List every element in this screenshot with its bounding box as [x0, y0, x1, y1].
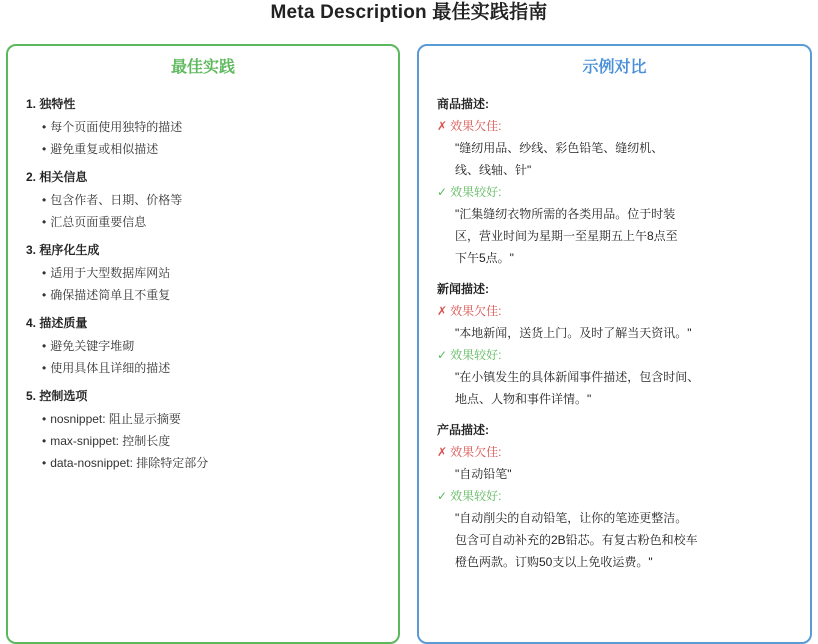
bullet-icon: •: [42, 434, 47, 448]
good-example-text: [455, 507, 725, 573]
quote-line: 橙色两款。订购50支以上免收运费。": [455, 555, 653, 569]
best-practices-panel: [6, 44, 400, 644]
practice-point-text: 适用于大型数据库网站: [50, 266, 171, 280]
practice-section-title: 1. 独特性: [26, 97, 76, 111]
example-title: 新闻描述:: [437, 282, 489, 296]
page-title: Meta Description 最佳实践指南: [270, 2, 548, 23]
quote-line: 下午5点。": [455, 251, 514, 265]
bad-verdict-label: 效果欠佳:: [450, 445, 502, 459]
good-verdict: [437, 348, 800, 362]
good-verdict: [437, 185, 800, 199]
practice-section: [26, 389, 388, 470]
bullet-icon: •: [42, 215, 47, 229]
practice-section-title: 3. 程序化生成: [26, 243, 100, 257]
practice-point-text: data-nosnippet: 排除特定部分: [50, 456, 209, 470]
practice-point-text: 使用具体且详细的描述: [50, 361, 171, 375]
practice-section: [26, 316, 388, 375]
bad-verdict: [437, 445, 800, 459]
practice-point: [42, 412, 388, 426]
example-title: 产品描述:: [437, 423, 489, 437]
bullet-icon: •: [42, 142, 47, 156]
practice-point: [42, 288, 388, 302]
examples-heading: 示例对比: [582, 59, 647, 76]
bullet-icon: •: [42, 120, 47, 134]
quote-line: "自动铅笔": [455, 467, 512, 481]
practice-point: [42, 456, 388, 470]
examples-panel: [417, 44, 812, 644]
practice-section: [26, 170, 388, 229]
quote-line: 包含可自动补充的2B铅芯。有复古粉色和校车: [455, 533, 698, 547]
bad-example-text: [455, 322, 725, 344]
practice-point-text: 避免重复或相似描述: [50, 142, 159, 156]
bullet-icon: •: [42, 193, 47, 207]
practice-point: [42, 120, 388, 134]
practice-point: [42, 142, 388, 156]
practice-point-text: nosnippet: 阻止显示摘要: [50, 412, 181, 426]
bad-example-text: [455, 463, 725, 485]
example-group: [437, 423, 800, 573]
practice-point: [42, 215, 388, 229]
cross-icon: ✗: [437, 119, 448, 133]
bad-verdict-label: 效果欠佳:: [450, 304, 502, 318]
practice-point-text: 确保描述简单且不重复: [50, 288, 171, 302]
quote-line: 区，营业时间为星期一至星期五上午8点至: [455, 229, 678, 243]
cross-icon: ✗: [437, 445, 448, 459]
check-icon: ✓: [437, 185, 448, 199]
quote-line: "自动削尖的自动铅笔，让你的笔迹更整洁。: [455, 511, 688, 525]
practice-point: [42, 434, 388, 448]
practice-section-title: 2. 相关信息: [26, 170, 88, 184]
bad-verdict-label: 效果欠佳:: [450, 119, 502, 133]
practice-point: [42, 361, 388, 375]
example-title: 商品描述:: [437, 97, 489, 111]
practice-point: [42, 193, 388, 207]
check-icon: ✓: [437, 489, 448, 503]
best-practices-heading: 最佳实践: [170, 59, 235, 76]
quote-line: 线、线轴、针": [455, 163, 532, 177]
check-icon: ✓: [437, 348, 448, 362]
good-verdict-label: 效果较好:: [450, 489, 502, 503]
quote-line: "本地新闻，送货上门。及时了解当天资讯。": [455, 326, 692, 340]
practice-section-title: 5. 控制选项: [26, 389, 88, 403]
best-practices-list: [26, 97, 388, 484]
bullet-icon: •: [42, 412, 47, 426]
example-group: [437, 97, 800, 269]
cross-icon: ✗: [437, 304, 448, 318]
good-verdict-label: 效果较好:: [450, 185, 502, 199]
bad-verdict: [437, 304, 800, 318]
practice-point-text: 避免关键字堆砌: [50, 339, 135, 353]
bad-verdict: [437, 119, 800, 133]
quote-line: "汇集缝纫衣物所需的各类用品。位于时装: [455, 207, 676, 221]
practice-point-text: 包含作者、日期、价格等: [50, 193, 183, 207]
good-verdict: [437, 489, 800, 503]
practice-section: [26, 97, 388, 156]
practice-section-title: 4. 描述质量: [26, 316, 88, 330]
good-verdict-label: 效果较好:: [450, 348, 502, 362]
bullet-icon: •: [42, 339, 47, 353]
good-example-text: [455, 203, 725, 269]
quote-line: "在小镇发生的具体新闻事件描述，包含时间、: [455, 370, 700, 384]
example-group: [437, 282, 800, 410]
bad-example-text: [455, 137, 725, 181]
bullet-icon: •: [42, 456, 47, 470]
bullet-icon: •: [42, 361, 47, 375]
practice-section: [26, 243, 388, 302]
examples-list: [437, 97, 800, 586]
practice-point: [42, 266, 388, 280]
practice-point-text: 每个页面使用独特的描述: [50, 120, 183, 134]
quote-line: 地点、人物和事件详情。": [455, 392, 592, 406]
practice-point-text: 汇总页面重要信息: [50, 215, 147, 229]
quote-line: "缝纫用品、纱线、彩色铅笔、缝纫机、: [455, 141, 664, 155]
good-example-text: [455, 366, 725, 410]
practice-point-text: max-snippet: 控制长度: [50, 434, 171, 448]
bullet-icon: •: [42, 288, 47, 302]
practice-point: [42, 339, 388, 353]
bullet-icon: •: [42, 266, 47, 280]
